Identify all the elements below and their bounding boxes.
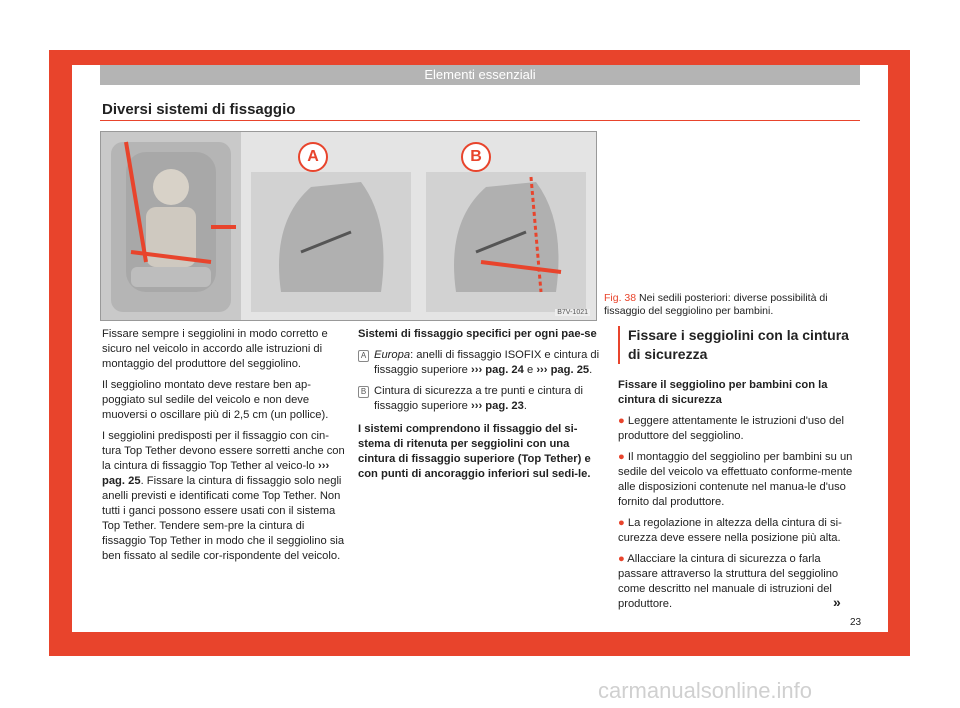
watermark: carmanualsonline.info (598, 678, 813, 703)
paragraph-text: . Fissare la cintura di fissaggio solo negli anelli previsti e identificati come Top Tether. Non tutti i ganci possono essere usati con il sistema Top Tether. Tendere sem-pre la cintura di fissaggio Top Tether in modo che il seggiolino sia ben fissato al sedile cor-rispondente del veicolo. (102, 475, 345, 562)
continue-icon: » (833, 594, 841, 610)
paragraph: Fissare sempre i seggiolini in modo corretto e sicuro nel veicolo in accordo alle istruzioni di montaggio del produttore del seggiolino. (102, 328, 328, 370)
item-text: e (523, 364, 537, 376)
bullet-icon: ● (618, 451, 625, 463)
summary-paragraph: I sistemi comprendono il fissaggio del si-stema di ritenuta per seggiolini con una cintura di fissaggio superiore (Top Tether) e con punti di ancoraggio inferiori sul sedi-le. (358, 423, 591, 480)
title-divider (100, 120, 860, 121)
page-reference-link[interactable]: ››› pag. 25 (102, 460, 330, 487)
bullet-icon: ● (618, 553, 625, 565)
seat-variants-illustration (241, 132, 597, 321)
bullet-item (618, 414, 858, 444)
figure-caption (604, 292, 859, 318)
figure-code: B7V-1021 (557, 309, 588, 316)
column-middle (358, 327, 603, 488)
list-item-a (358, 348, 603, 378)
bullet-icon: ● (618, 517, 625, 529)
item-text: Cintura di sicurezza a tre punti e cintura di fissaggio superiore (374, 385, 583, 412)
item-badge-b: B (358, 386, 369, 398)
bullet-icon: ● (618, 415, 625, 427)
chapter-header: Elementi essenziali (100, 65, 860, 85)
figure-label-b: B (461, 142, 491, 172)
page-number: 23 (850, 617, 862, 628)
figure-caption-text: Nei sedili posteriori: diverse possibilità di fissaggio del seggiolino per bambini. (604, 292, 828, 317)
paragraph-text: I seggiolini predisposti per il fissaggio con cin-tura Top Tether devono essere sorretti anche con la cintura di fissaggio Top Tether al veico-lo (102, 430, 345, 472)
bullet-text: Allacciare la cintura di sicurezza o farla passare attraverso la struttura del seggiolino come descritto nel manuale di istruzioni del produttore. (618, 553, 839, 610)
bullet-text: Il montaggio del seggiolino per bambini su un sedile del veicolo va effettuato conforme-mente alle disposizioni contenute nel manua-le d'uso fornito dal produttore. (618, 451, 853, 508)
bullet-text: Leggere attentamente le istruzioni d'uso del produttore del seggiolino. (618, 415, 844, 442)
figure-number: Fig. 38 (604, 292, 637, 304)
bullet-item (618, 516, 858, 546)
page-reference-link[interactable]: ››› pag. 25 (536, 364, 590, 376)
item-text: : anelli di fissaggio ISOFIX e cintura di fissaggio superiore (374, 349, 600, 376)
child-seat-figure (100, 131, 597, 321)
child-in-seat-illustration (101, 132, 241, 321)
paragraph: Il seggiolino montato deve restare ben ap-poggiato sul sedile del veicolo e non deve muoversi o oscillare più di 2,5 cm (un pollice). (102, 379, 329, 421)
item-text: . (589, 364, 593, 376)
column-left (102, 327, 347, 570)
box-title: Fissare i seggiolini con la cintura di sicurezza (618, 326, 858, 364)
item-text: . (523, 400, 527, 412)
bullet-item (618, 450, 858, 510)
subheading: Fissare il seggiolino per bambini con la cintura di sicurezza (618, 379, 828, 406)
region-name: Europa (374, 349, 411, 361)
page-reference-link[interactable]: ››› pag. 24 (471, 364, 524, 376)
bullet-text: La regolazione in altezza della cintura di si-curezza deve essere nella posizione più alta. (618, 517, 842, 544)
page-reference-link[interactable]: ››› pag. 23 (471, 400, 524, 412)
figure-seat-variants (241, 132, 597, 321)
column-right (618, 378, 858, 618)
subheading: Sistemi di fissaggio specifici per ogni pae-se (358, 328, 597, 340)
section-title: Diversi sistemi di fissaggio (102, 101, 296, 118)
figure-rear-seat-view (101, 132, 241, 321)
bullet-item (618, 552, 858, 612)
item-badge-a: A (358, 350, 369, 362)
figure-label-a: A (298, 142, 328, 172)
paragraph (102, 429, 347, 564)
list-item-b (358, 384, 603, 414)
